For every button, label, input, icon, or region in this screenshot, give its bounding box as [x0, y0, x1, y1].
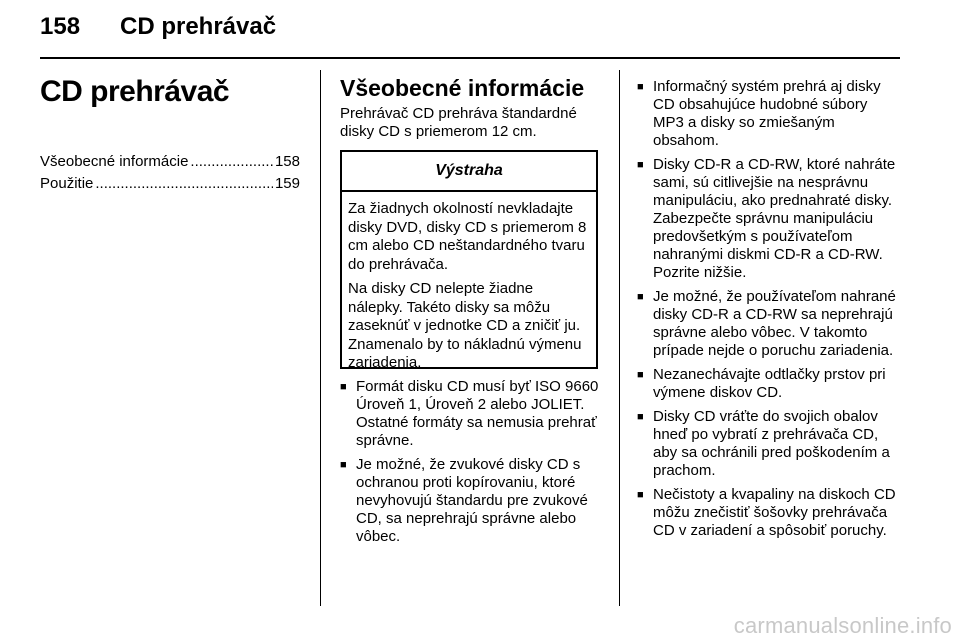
list-item	[340, 456, 602, 546]
bullet-list-right	[637, 78, 902, 546]
section-intro: Prehrávač CD prehráva štandardné disky CD s priemerom 12 cm.	[340, 105, 577, 140]
warning-paragraph: Za žiadnych okolností nevkladajte disky DVD, disky CD s priemerom 8 cm alebo CD neštandardného tvaru do prehrávača.	[348, 200, 587, 273]
toc-entry-page: 158	[274, 153, 300, 170]
warning-title: Výstraha	[342, 152, 596, 192]
toc-leader-dots	[95, 173, 273, 195]
toc-entry-general-info[interactable]	[40, 151, 300, 173]
list-item-text: Je možné, že používateľom nahrané disky CD-R a CD-RW sa neprehrajú správne alebo vôbec. V takomto prípade nejde o poruchu zariadenia.	[653, 288, 896, 359]
square-bullet-icon: ■	[637, 411, 644, 423]
list-item-text: Disky CD-R a CD-RW, ktoré nahráte sami, sú citlivejšie na nesprávnu manipuláciu, ako prednahraté disky. Zabezpečte správnu manipuláciu predovšetkým s používateľom nahranými diskmi CD-R a CD-RW. Pozrite nižšie.	[653, 156, 896, 281]
header-rule	[40, 57, 900, 59]
list-item	[637, 78, 902, 150]
warning-paragraph: Na disky CD nelepte žiadne nálepky. Takéto disky sa môžu zaseknúť v jednotke CD a zničiť ju. Znamenalo by to nákladnú výmenu zariadenia.	[348, 280, 582, 371]
toc-entry-label: Všeobecné informácie	[40, 153, 189, 170]
toc-entry-usage[interactable]	[40, 173, 300, 195]
list-item	[637, 156, 902, 282]
list-item	[637, 486, 902, 540]
watermark: carmanualsonline.info	[733, 613, 952, 638]
list-item-text: Nezanechávajte odtlačky prstov pri výmene diskov CD.	[653, 366, 886, 401]
bullet-list-middle	[340, 378, 602, 552]
table-of-contents	[40, 151, 300, 195]
list-item-text: Je možné, že zvukové disky CD s ochranou proti kopírovaniu, ktoré nevyhovujú štandardu pre zvukové CD, sa neprehrajú správne alebo vôbec.	[356, 456, 588, 545]
list-item-text: Disky CD vráťte do svojich obalov hneď po vybratí z prehrávača CD, aby sa ochránili pred poškodením a prachom.	[653, 408, 890, 479]
list-item-text: Informačný systém prehrá aj disky CD obsahujúce hudobné súbory MP3 a disky so zmiešaným obsahom.	[653, 78, 881, 149]
list-item	[340, 378, 602, 450]
header-title: CD prehrávač	[120, 13, 277, 40]
list-item	[637, 408, 902, 480]
column-divider-right	[619, 70, 620, 606]
warning-body	[342, 192, 596, 373]
square-bullet-icon: ■	[637, 159, 644, 171]
column-divider-left	[320, 70, 321, 606]
square-bullet-icon: ■	[637, 81, 644, 93]
page-number: 158	[40, 13, 81, 40]
toc-entry-label: Použitie	[40, 175, 94, 192]
square-bullet-icon: ■	[637, 369, 644, 381]
square-bullet-icon: ■	[340, 381, 347, 393]
chapter-title: CD prehrávač	[40, 75, 230, 108]
list-item	[637, 288, 902, 360]
section-title: Všeobecné informácie	[340, 75, 585, 101]
list-item-text: Nečistoty a kvapaliny na diskoch CD môžu znečistiť šošovky prehrávača CD v zariadení a spôsobiť poruchy.	[653, 486, 896, 539]
warning-box	[340, 150, 598, 369]
square-bullet-icon: ■	[340, 459, 347, 471]
square-bullet-icon: ■	[637, 291, 644, 303]
toc-leader-dots	[190, 151, 273, 173]
list-item	[637, 366, 902, 402]
list-item-text: Formát disku CD musí byť ISO 9660 Úroveň 1, Úroveň 2 alebo JOLIET. Ostatné formáty sa nemusia prehrať správne.	[356, 378, 599, 449]
toc-entry-page: 159	[274, 175, 300, 192]
square-bullet-icon: ■	[637, 489, 644, 501]
